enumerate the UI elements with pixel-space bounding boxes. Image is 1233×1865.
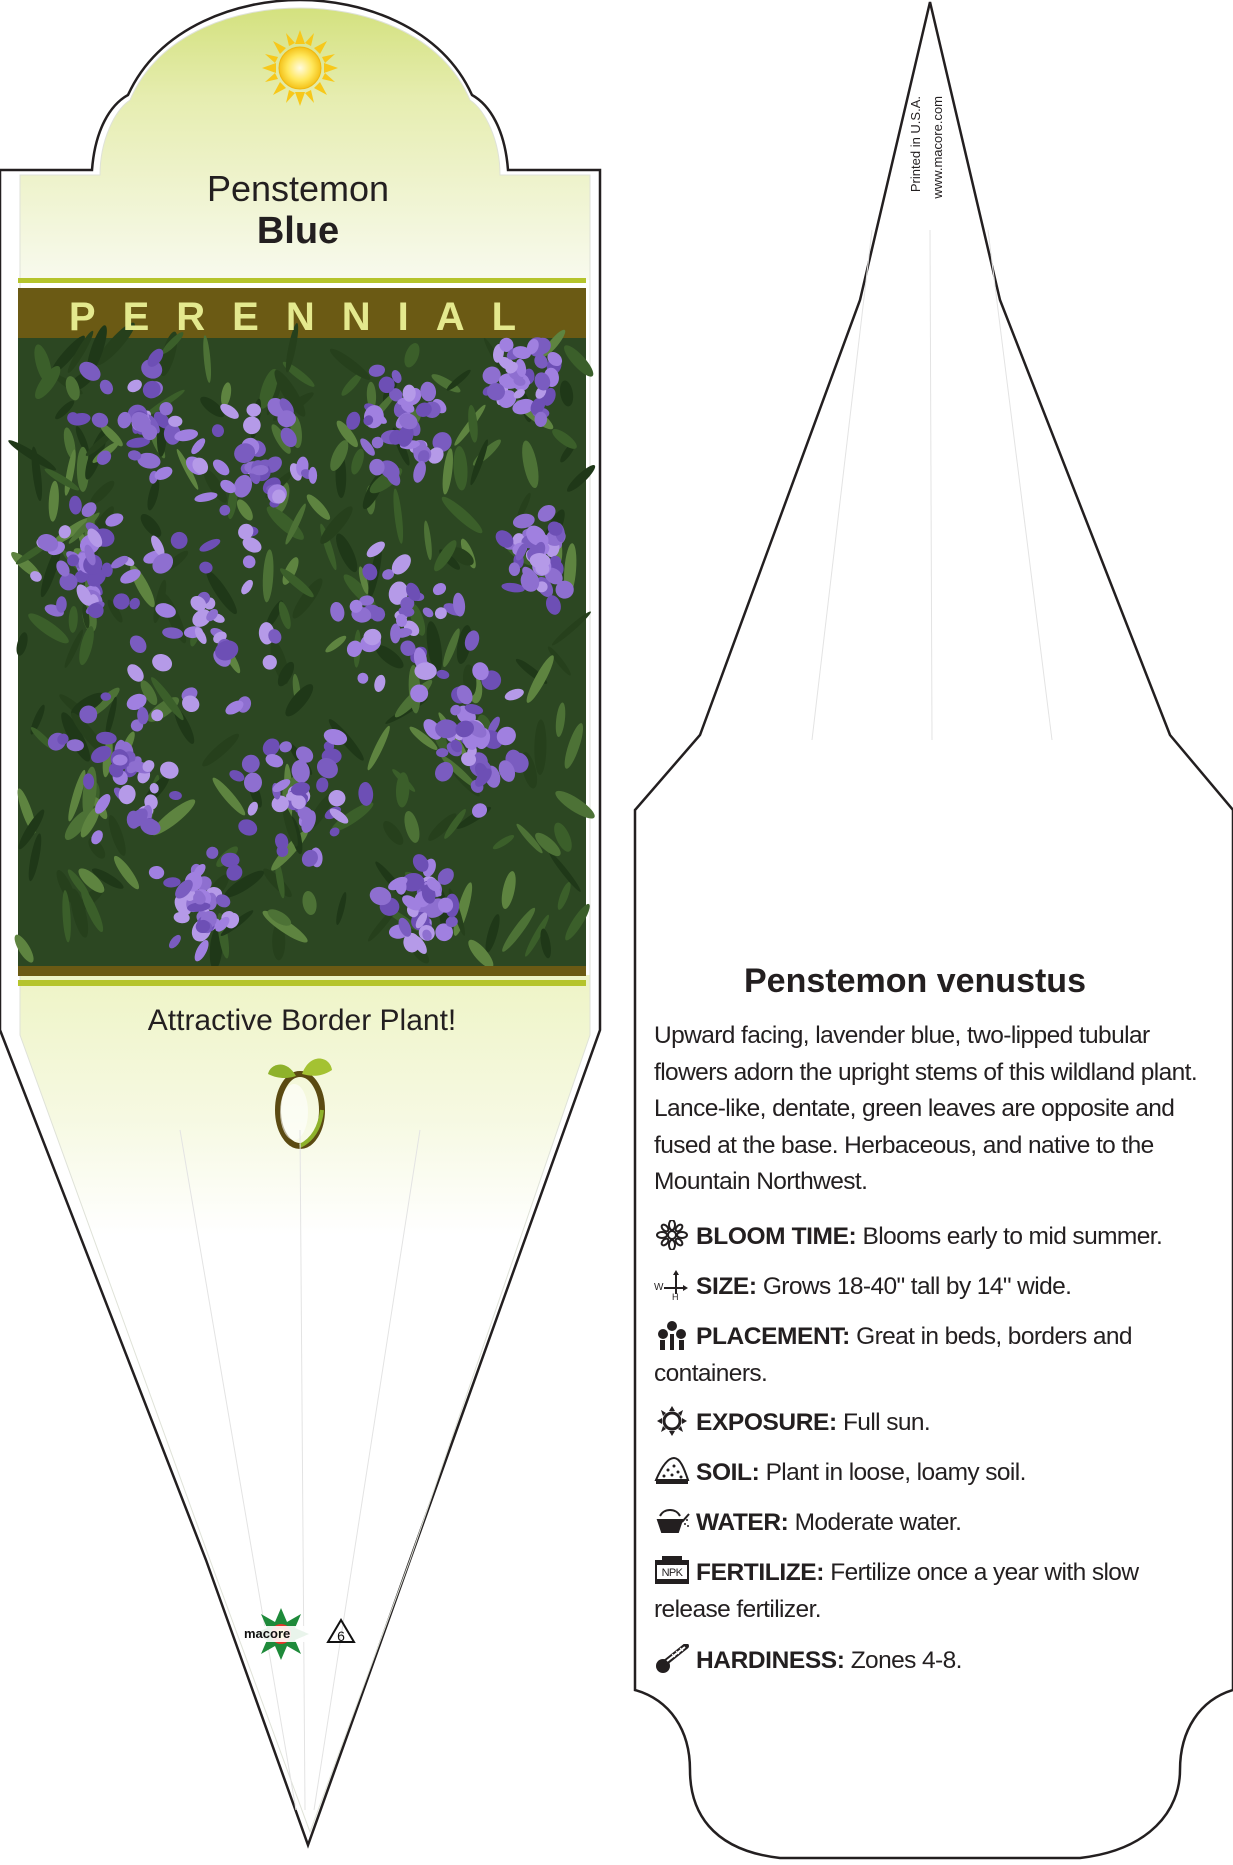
soil-value: Plant in loose, loamy soil. xyxy=(765,1459,1026,1486)
brand-name: macore xyxy=(244,1626,291,1641)
sun-exposure-icon xyxy=(654,1406,690,1436)
care-exposure xyxy=(654,1404,1220,1441)
soil-label: SOIL: xyxy=(696,1459,760,1486)
plant-tagline: Attractive Border Plant! xyxy=(147,1004,457,1037)
care-water xyxy=(654,1504,1220,1541)
bloom-time-label: BLOOM TIME: xyxy=(696,1223,857,1250)
watering-can-icon xyxy=(654,1506,690,1536)
fertilize-label: FERTILIZE: xyxy=(696,1559,825,1586)
full-sun-icon xyxy=(262,30,338,106)
size-label: SIZE: xyxy=(696,1273,757,1300)
scientific-name: Penstemon venustus xyxy=(744,962,1086,1000)
exposure-label: EXPOSURE: xyxy=(696,1409,837,1436)
svg-text:H: H xyxy=(672,1292,678,1300)
bloom-flower-icon xyxy=(654,1220,690,1250)
soil-pile-icon xyxy=(654,1456,690,1486)
care-fertilize xyxy=(654,1554,1220,1628)
fertilize-value: Fertilize once a year with slow release fertilizer. xyxy=(654,1559,1139,1623)
category-banner-text: PERENNIAL xyxy=(68,295,544,339)
care-size xyxy=(654,1268,1220,1305)
svg-text:NPK: NPK xyxy=(661,1567,683,1579)
flower-photo xyxy=(6,319,598,972)
bloom-time-value: Blooms early to mid summer. xyxy=(862,1223,1163,1250)
care-hardiness xyxy=(654,1642,1220,1679)
plant-variety-name: Blue xyxy=(256,210,340,252)
printed-in-text: Printed in U.S.A. xyxy=(908,96,923,193)
placement-value: Great in beds, borders and containers. xyxy=(654,1323,1132,1387)
hardiness-label: HARDINESS: xyxy=(696,1647,845,1674)
water-value: Moderate water. xyxy=(794,1509,962,1536)
svg-text:W: W xyxy=(654,1282,663,1293)
care-soil xyxy=(654,1454,1220,1491)
placement-label: PLACEMENT: xyxy=(696,1323,850,1350)
size-value: Grows 18-40" tall by 14" wide. xyxy=(762,1273,1072,1300)
hardiness-value: Zones 4-8. xyxy=(850,1647,962,1674)
website-text: www.macore.com xyxy=(930,96,945,199)
size-arrows-icon xyxy=(654,1270,690,1300)
recycle-code: 6 xyxy=(337,1628,345,1644)
thermometer-icon xyxy=(654,1644,690,1674)
front-tag xyxy=(0,0,600,1845)
exposure-value: Full sun. xyxy=(842,1409,931,1436)
plant-description: Upward facing, lavender blue, two-lipped tubular flowers adorn the upright stems of this wildland plant. Lance-like, dentate, green leaves are opposite and fused at the base. Herbaceous, and native to the Mountain Northwest. xyxy=(654,1022,1198,1195)
plant-common-name: Penstemon xyxy=(206,168,390,209)
care-placement xyxy=(654,1318,1220,1392)
npk-fertilizer-icon xyxy=(654,1556,690,1586)
care-bloom-time xyxy=(654,1218,1220,1255)
water-label: WATER: xyxy=(696,1509,789,1536)
placement-plants-icon xyxy=(654,1320,690,1350)
